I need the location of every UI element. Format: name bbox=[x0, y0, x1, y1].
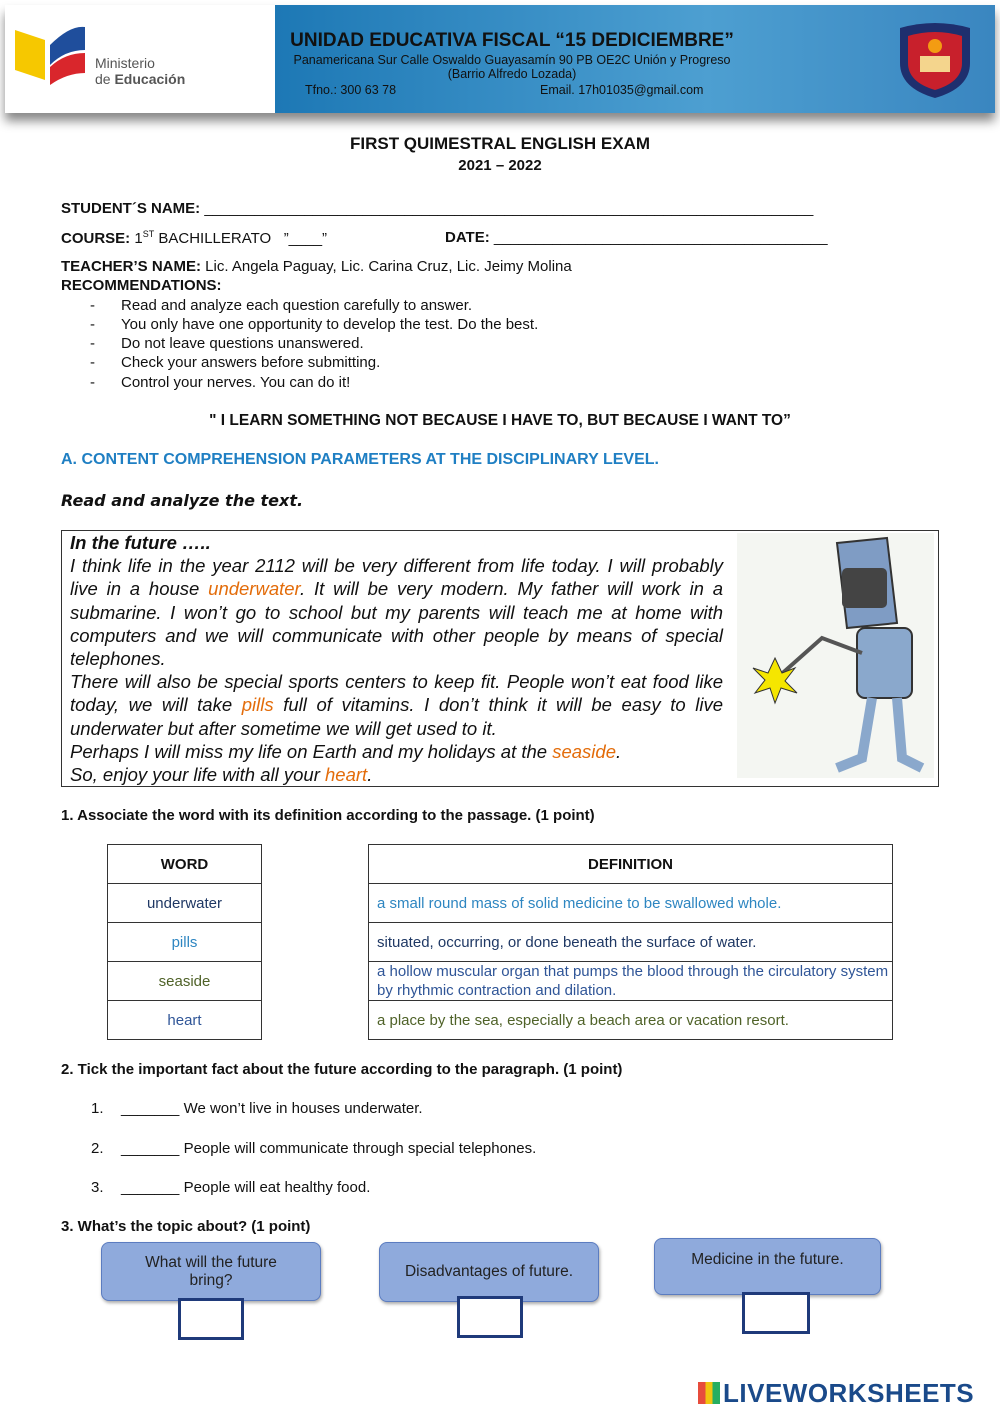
liveworksheets-logo: LIVEWORKSHEETS bbox=[698, 1378, 974, 1409]
tick-option[interactable]: 1. _______ We won’t live in houses underwater. bbox=[91, 1100, 423, 1117]
word-table bbox=[107, 844, 262, 1040]
recommendations-label: RECOMMENDATIONS: bbox=[61, 277, 222, 294]
teacher-name: TEACHER’S NAME: Lic. Angela Paguay, Lic. Carina Cruz, Lic. Jeimy Molina bbox=[61, 258, 572, 275]
story-title: In the future ….. bbox=[70, 532, 211, 553]
student-name-field[interactable]: STUDENT´S NAME: _________________________________________________________________________ bbox=[61, 200, 814, 217]
story-paragraph: Perhaps I will miss my life on Earth and my holidays at the seaside. bbox=[70, 740, 622, 762]
word-cell[interactable]: seaside bbox=[108, 962, 262, 1001]
recommendation-item: - Read and analyze each question carefully to answer. bbox=[90, 297, 473, 314]
recommendation-item: - Do not leave questions unanswered. bbox=[90, 335, 364, 352]
school-neighborhood: (Barrio Alfredo Lozada) bbox=[447, 67, 577, 81]
word-cell[interactable]: underwater bbox=[108, 884, 262, 923]
word-cell[interactable]: heart bbox=[108, 1001, 262, 1040]
exam-year: 2021 – 2022 bbox=[458, 157, 542, 174]
word-cell[interactable]: pills bbox=[108, 923, 262, 962]
exam-title: FIRST QUIMESTRAL ENGLISH EXAM bbox=[349, 134, 651, 153]
motivational-quote: " I LEARN SOMETHING NOT BECAUSE I HAVE TO, BUT BECAUSE I WANT TO” bbox=[209, 412, 791, 429]
school-email: Email. 17h01035@gmail.com bbox=[540, 83, 704, 97]
date-field[interactable]: DATE: ________________________________________ bbox=[445, 229, 828, 246]
story-paragraph: So, enjoy your life with all your heart. bbox=[70, 764, 373, 786]
question-1: 1. Associate the word with its definition according to the passage. (1 point) bbox=[61, 807, 595, 824]
tick-option[interactable]: 3. _______ People will eat healthy food. bbox=[91, 1179, 371, 1196]
tick-option[interactable]: 2. _______ People will communicate through special telephones. bbox=[91, 1140, 537, 1157]
definition-table bbox=[368, 844, 893, 1040]
ministry-logo-icon bbox=[15, 25, 85, 85]
definition-cell[interactable]: a small round mass of solid medicine to be swallowed whole. bbox=[369, 884, 893, 923]
question-3: 3. What’s the topic about? (1 point) bbox=[61, 1218, 311, 1235]
reading-instruction: Read and analyze the text. bbox=[61, 491, 304, 510]
topic-checkbox[interactable] bbox=[742, 1292, 810, 1334]
course-field[interactable]: COURSE: 1ST BACHILLERATO ”____” bbox=[61, 229, 328, 247]
topic-option-card: Medicine in the future. bbox=[654, 1238, 881, 1295]
question-2: 2. Tick the important fact about the future according to the paragraph. (1 point) bbox=[61, 1061, 623, 1078]
recommendation-item: - Check your answers before submitting. bbox=[90, 354, 381, 371]
school-phone: Tfno.: 300 63 78 bbox=[305, 83, 397, 97]
topic-option-card: Disadvantages of future. bbox=[379, 1242, 599, 1302]
definition-cell[interactable]: a place by the sea, especially a beach area or vacation resort. bbox=[369, 1001, 893, 1040]
topic-option-card: What will the future bring? bbox=[101, 1242, 321, 1301]
reading-text bbox=[70, 531, 723, 786]
school-address: Panamericana Sur Calle Oswaldo Guayasamín 90 PB OE2C Unión y Progreso bbox=[293, 53, 731, 67]
definition-header: DEFINITION bbox=[369, 845, 893, 884]
recommendation-item: - Control your nerves. You can do it! bbox=[90, 374, 351, 391]
robot-welding-image bbox=[737, 533, 934, 778]
topic-checkbox[interactable] bbox=[178, 1298, 244, 1340]
definition-cell[interactable]: a hollow muscular organ that pumps the blood through the circulatory system by rhythmic contraction and dilation. bbox=[369, 962, 893, 1001]
definition-cell[interactable]: situated, occurring, or done beneath the surface of water. bbox=[369, 923, 893, 962]
section-a-heading: A. CONTENT COMPREHENSION PARAMETERS AT THE DISCIPLINARY LEVEL. bbox=[61, 451, 659, 468]
topic-checkbox[interactable] bbox=[457, 1296, 523, 1338]
story-paragraph: There will also be special sports centers to keep fit. People won’t eat food like today, we will take pills full of vitamins. I don’t think it will be easy to live underwater but after sometime we will get used to it. bbox=[70, 671, 723, 739]
liveworksheets-icon bbox=[698, 1382, 720, 1404]
school-crest-icon bbox=[890, 18, 980, 100]
ministry-name: Ministerio de Educación bbox=[95, 55, 186, 87]
word-header: WORD bbox=[108, 845, 262, 884]
school-name: UNIDAD EDUCATIVA FISCAL “15 DEDICIEMBRE” bbox=[290, 30, 734, 51]
story-paragraph: I think life in the year 2112 will be very different from life today. I will probably live in a house underwater. It will be very modern. My father will work in a submarine. I won’t go to school but my parents will teach me at home with computers and we will communicate with other people by means of special telephones. bbox=[70, 555, 723, 670]
recommendation-item: - You only have one opportunity to develop the test. Do the best. bbox=[90, 316, 539, 333]
